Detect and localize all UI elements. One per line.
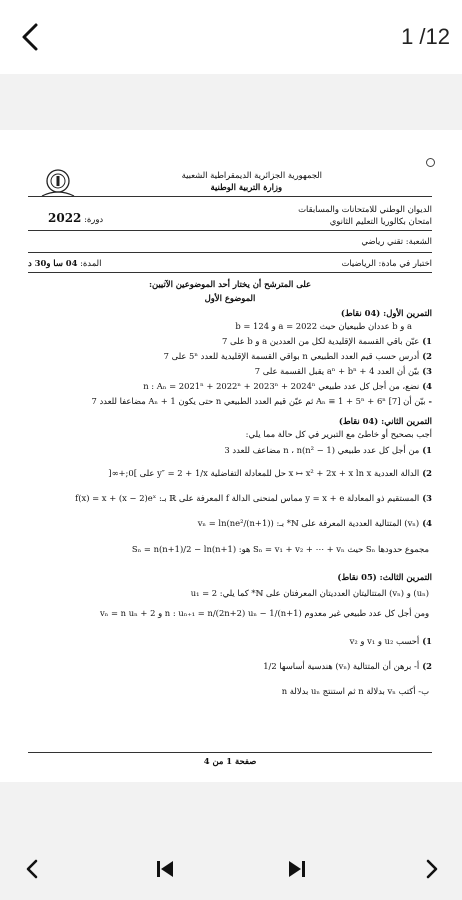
subject-text: اختبار في مادة: الرياضيات bbox=[341, 258, 432, 268]
ex2-item-3: 3)المستقيم ذو المعادلة y = x + e مماس لمنحنى الدالة f المعرفة على ℝ بـ: f(x) = x + (x − 2)eˣ bbox=[75, 493, 432, 503]
document-viewer[interactable] bbox=[0, 130, 462, 782]
ministry-text: وزارة التربية الوطنية bbox=[210, 182, 282, 192]
session-block bbox=[48, 213, 103, 225]
ex1-item-4: 4)نضع، من أجل كل عدد طبيعي n : Aₙ = 2021ⁿ + 2022ⁿ + 2023ⁿ + 2024ⁿ bbox=[143, 381, 432, 391]
ex3-item-4: 2)أ- برهن أن المتتالية (vₙ) هندسية أساسها 1/2 bbox=[263, 661, 432, 671]
top-gray-band bbox=[0, 74, 462, 130]
divider-4 bbox=[28, 272, 432, 273]
first-page-button[interactable] bbox=[148, 852, 182, 886]
chevron-left-icon bbox=[16, 852, 50, 886]
ex1-item-1: 1)عيّن باقي القسمة الإقليدية لكل من العددين a و b على 7 bbox=[221, 336, 432, 346]
ex3-item-5: ب- أكتب vₙ بدلالة n ثم استنتج uₙ بدلالة n bbox=[281, 686, 429, 696]
republic-text: الجمهورية الجزائرية الديمقراطية الشعبية bbox=[181, 170, 322, 180]
skip-previous-icon bbox=[148, 852, 182, 886]
top-bar bbox=[0, 0, 462, 74]
ex2-item-4: 4)(vₙ) المتتالية العددية المعرفة على ℕ* بـ: vₙ = ln(ne²/(n+1)) bbox=[197, 518, 432, 528]
ex3-title: التمرين الثالث: (05 نقاط) bbox=[337, 572, 432, 582]
chevron-right-icon bbox=[414, 852, 448, 886]
session-year: 2022 bbox=[48, 211, 82, 225]
stream-text: الشعبة: تقني رياضي bbox=[361, 236, 432, 246]
ex1-given: a و b عددان طبيعيان حيث 2022 = a و 124 = b bbox=[235, 321, 412, 331]
office-text: الديوان الوطني للامتحانات والمسابقات bbox=[298, 204, 432, 214]
chevron-left-icon bbox=[14, 20, 48, 54]
duration-block bbox=[28, 258, 101, 269]
ex1-item-5: -بيّن أن [7] Aₙ ≡ 1 + 5ⁿ + 6ⁿ ثم عيّن قيم العدد الطبيعي n حتى يكون Aₙ + 1 مضاعفا للعدد 7 bbox=[91, 396, 432, 406]
divider-2 bbox=[28, 230, 432, 231]
ex3-item-1: (uₙ) و (vₙ) المتتاليتان العدديتان المعرفتان على ℕ* كما يلي: u₁ = 2 bbox=[190, 588, 429, 598]
ex1-title: التمرين الأول: (04 نقاط) bbox=[340, 308, 432, 318]
ex1-item-3: 3)بيّن أن العدد 4 + aⁿ + bⁿ يقبل القسمة على 7 bbox=[254, 366, 432, 376]
ex1-item-2: 2)أدرس حسب قيم العدد الطبيعي n بواقي القسمة الإقليدية للعدد 5ⁿ على 7 bbox=[163, 351, 432, 361]
session-label: دورة: bbox=[84, 214, 104, 224]
back-button[interactable] bbox=[14, 20, 48, 54]
bottom-gray-band bbox=[0, 782, 462, 900]
header-divider bbox=[28, 196, 432, 197]
ex2-item-1: 1)من أجل كل عدد طبيعي n ، n(n² − 1) مضاعف للعدد 3 bbox=[224, 445, 432, 455]
ex3-item-3: 1)أحسب u₂ و v₁ و v₂ bbox=[349, 636, 432, 646]
exam-page bbox=[28, 158, 432, 778]
instruction-text: على المترشح أن يختار أحد الموضوعين الآتيين: bbox=[148, 279, 312, 289]
ex2-item-5: مجموع حدودها Sₙ حيث Sₙ = v₁ + v₂ + ⋯ + vₙ هو: Sₙ = n(n+1)/2 − ln(n+1) bbox=[131, 544, 429, 554]
duration-label: المدة: bbox=[80, 258, 102, 268]
duration-value: 04 سا و30 د bbox=[28, 258, 78, 268]
page-footer: صفحة 1 من 4 bbox=[203, 756, 257, 766]
previous-page-button[interactable] bbox=[16, 852, 50, 886]
topic-title: الموضوع الأول bbox=[204, 293, 256, 303]
page-indicator: 1 /12 bbox=[401, 24, 450, 49]
ex3-item-2: ومن أجل كل عدد طبيعي غير معدوم n : uₙ₊₁ = n/(2n+2) uₙ − 1/(n+1) و vₙ = n uₙ + 2 bbox=[99, 608, 429, 618]
corner-mark-icon bbox=[426, 158, 435, 167]
ex2-intro: أجب بصحيح أو خاطئ مع التبرير في كل حالة مما يلي: bbox=[245, 429, 432, 439]
next-page-button[interactable] bbox=[414, 852, 448, 886]
ex2-title: التمرين الثاني: (04 نقاط) bbox=[338, 416, 432, 426]
skip-next-icon bbox=[280, 852, 314, 886]
exam-text: امتحان بكالوريا التعليم الثانوي bbox=[329, 216, 432, 226]
divider-3 bbox=[28, 252, 432, 253]
ex2-item-2: 2)الدالة العددية x ↦ x² + 2x + x ln x حل للمعادلة التفاضلية y″ = 2 + 1/x على ]0;+∞[ bbox=[108, 468, 432, 478]
footer-divider bbox=[28, 752, 432, 753]
last-page-button[interactable] bbox=[280, 852, 314, 886]
